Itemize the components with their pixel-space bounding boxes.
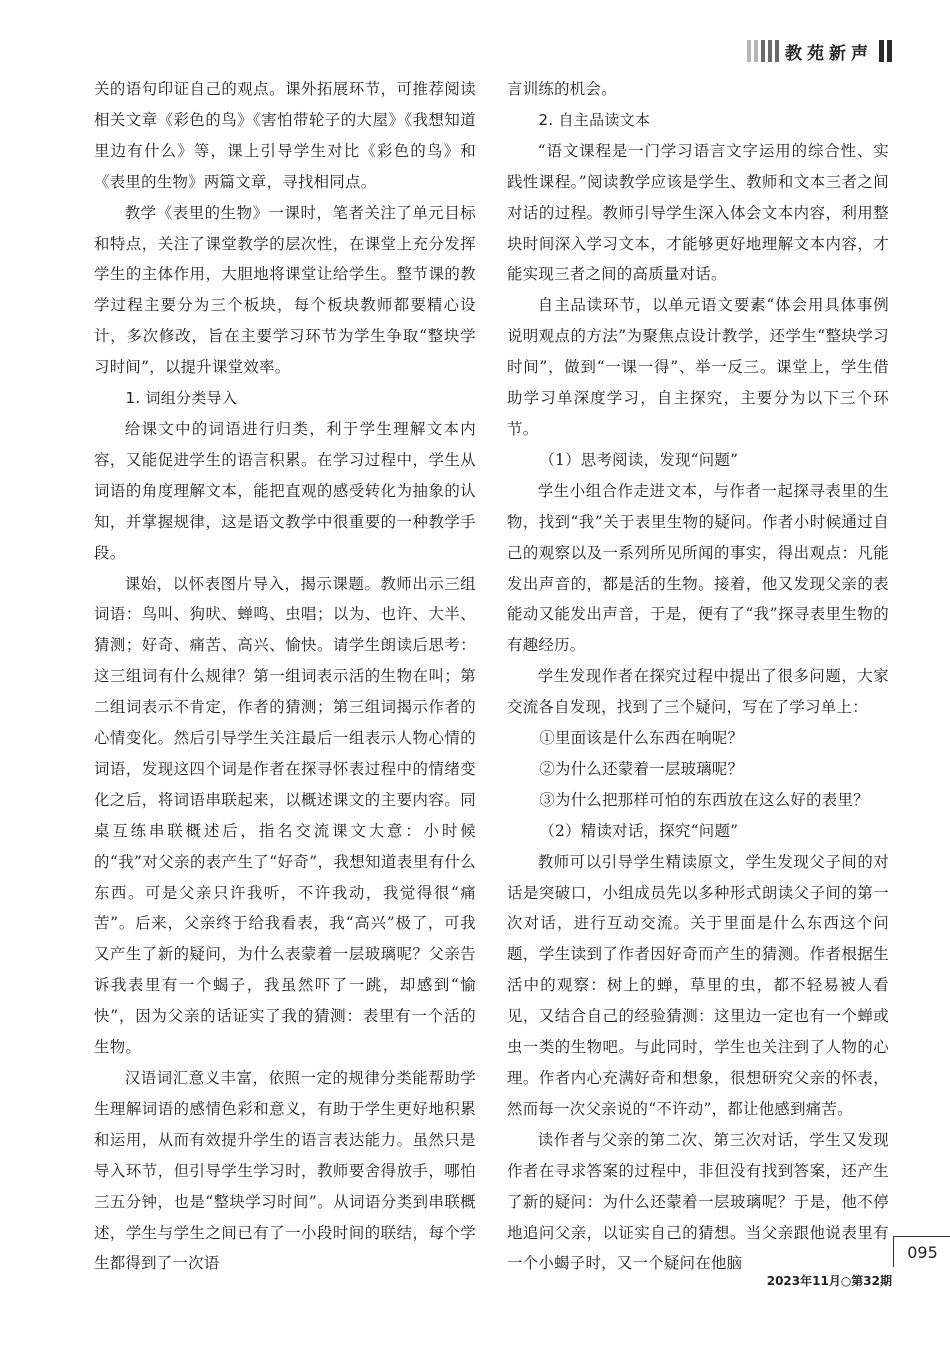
sub-heading: ①里面该是什么东西在响呢？ <box>539 729 744 748</box>
paragraph: “语文课程是一门学习语言文字运用的综合性、实践性课程。”阅读教学应该是学生、教师和文本三者之间对话的过程。教师引导学生深入体会文本内容，利用整块时间深入学习文本，才能够更好地理解文本内容，才能实现三者之间的高质量对话。 <box>507 141 889 284</box>
issue-label: 2023年11月○第32期 <box>766 1274 892 1288</box>
sub-heading: ②为什么还蒙着一层玻璃呢？ <box>539 759 744 778</box>
right-column <box>507 74 889 1279</box>
page-number: 095 <box>893 1236 950 1267</box>
paragraph: 给课文中的词语进行归类，利于学生理解文本内容，又能促进学生的语言积累。在学习过程中，学生从词语的角度理解文本，能把直观的感受转化为抽象的认知，并掌握规律，这是语文教学中很重要的一种教学手段。 <box>94 419 476 562</box>
paragraph: 汉语词汇意义丰富，依照一定的规律分类能帮助学生理解词语的感情色彩和意义，有助于学生更好地积累和运用，从而有效提升学生的语言表达能力。虽然只是导入环节，但引导学生学习时，教师要舍得放手，哪怕三五分钟，也是“整块学习时间”。从词语分类到串联概述，学生与学生之间已有了一小段时间的联结，每个学生都得到了一次语 <box>94 1069 476 1273</box>
paragraph: 读作者与父亲的第二次、第三次对话，学生又发现作者在寻求答案的过程中，非但没有找到答案，还产生了新的疑问：为什么还蒙着一层玻璃呢？于是，他不停地追问父亲，以证实自己的猜想。当父亲跟他说表里有一个小蝎子时，又一个疑问在他脑 <box>507 1130 889 1273</box>
sub-heading: （2）精读对话，探究“问题” <box>539 821 739 840</box>
paragraph: 教师可以引导学生精读原文，学生发现父子间的对话是突破口，小组成员先以多种形式朗读父子间的第一次对话，进行互动交流。关于里面是什么东西这个问题，学生读到了作者因好奇而产生的猜测。作者根据生活中的观察：树上的蝉，草里的虫，都不轻易被人看见，又结合自己的经验猜测：这里边一定也有一个蝉或虫一类的生物吧。与此同时，学生也关注到了人物的心理。作者内心充满好奇和想象，很想研究父亲的怀表，然而每一次父亲说的“不许动”，都让他感到痛苦。 <box>507 852 889 1118</box>
paragraph: 关的语句印证自己的观点。课外拓展环节，可推荐阅读相关文章《彩色的鸟》《害怕带轮子的大屋》《我想知道里边有什么》等，课上引导学生对比《彩色的鸟》和《表里的生物》两篇文章，寻找相同点。 <box>94 80 476 191</box>
paragraph: 自主品读环节，以单元语文要素“体会用具体事例说明观点的方法”为聚焦点设计教学，还学生“整块学习时间”，做到“一课一得”、举一反三。课堂上，学生借助学习单深度学习，自主探究，主要分为以下三个环节。 <box>507 296 889 438</box>
paragraph: 学生小组合作走进文本，与作者一起探寻表里的生物，找到“我”关于表里生物的疑问。作者小时候通过自己的观察以及一系列所见所闻的事实，得出观点：凡能发出声音的，都是活的生物。接着，他又发现父亲的表能动又能发出声音，于是，便有了“我”探寻表里生物的有趣经历。 <box>507 481 889 655</box>
header-bars-decoration <box>747 40 779 62</box>
paragraph: 学生发现作者在探究过程中提出了很多问题，大家交流各自发现，找到了三个疑问，写在了学习单上： <box>507 667 889 717</box>
section-heading: 2. 自主品读文本 <box>538 110 651 129</box>
section-heading: 1. 词组分类导入 <box>125 389 238 408</box>
header-bars-decoration-right <box>879 40 892 62</box>
sub-heading: ③为什么把那样可怕的东西放在这么好的表里？ <box>539 790 869 809</box>
section-title: 教苑新声 <box>785 43 873 64</box>
paragraph: 教学《表里的生物》一课时，笔者关注了单元目标和特点，关注了课堂教学的层次性，在课堂上充分发挥学生的主体作用，大胆地将课堂让给学生。整节课的教学过程主要分为三个板块，每个板块教师都要精心设计，多次修改，旨在主要学习环节为学生争取“整块学习时间”，以提升课堂效率。 <box>94 203 476 377</box>
left-column <box>94 74 476 1279</box>
paragraph: 课始，以怀表图片导入，揭示课题。教师出示三组词语：鸟叫、狗吠、蝉鸣、虫唱；以为、也许、大半、猜测；好奇、痛苦、高兴、愉快。请学生朗读后思考：这三组词有什么规律？第一组词表示活的生物在叫；第二组词表示不肯定，作者的猜测；第三组词揭示作者的心情变化。然后引导学生关注最后一组表示人物心情的词语，发现这四个词是作者在探寻怀表过程中的情绪变化之后，将词语串联起来，以概述课文的主要内容。同桌互练串联概述后，指名交流课文大意：小时候的“我”对父亲的表产生了“好奇”，我想知道表里有什么东西。可是父亲只许我听，不许我动，我觉得很“痛苦”。后来，父亲终于给我看表，我“高兴”极了，可我又产生了新的疑问，为什么表蒙着一层玻璃呢？父亲告诉我表里有一个蝎子，我虽然吓了一跳，却感到“愉快”，因为父亲的话证实了我的猜测：表里有一个活的生物。 <box>94 574 476 1057</box>
page-header <box>747 38 892 64</box>
sub-heading: （1）思考阅读，发现“问题” <box>539 450 739 469</box>
paragraph: 言训练的机会。 <box>507 80 617 98</box>
